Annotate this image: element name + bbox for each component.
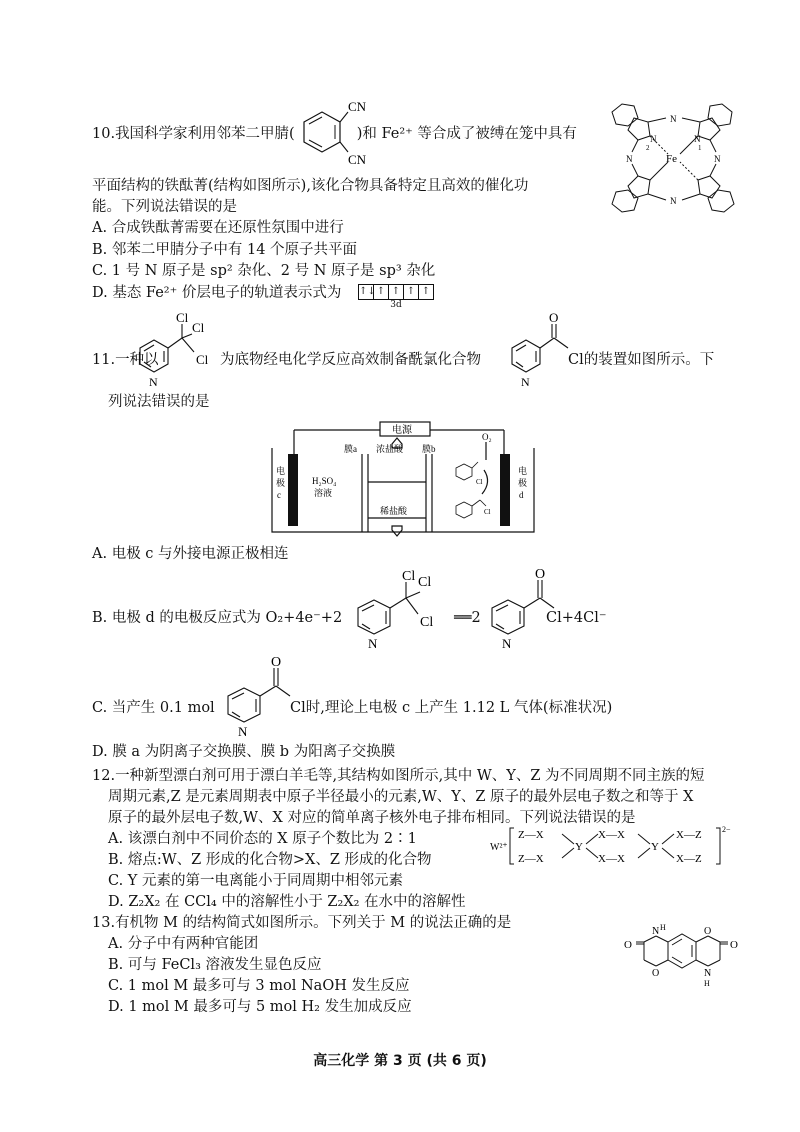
o2-label: O₂	[482, 432, 492, 442]
q12-stem-line3: 原子的最外层电子数,W、X 对应的简单离子核外电子排布相同。下列说法错误的是	[108, 810, 636, 826]
q12-number: 12.	[92, 768, 116, 784]
optB-reactant-structure	[352, 564, 452, 654]
carbonyl-o-left: O	[624, 939, 632, 951]
iron-phthalocyanine-structure	[604, 96, 744, 226]
cl-3: Cl	[420, 615, 434, 630]
q11-option-b-equals: ══2	[454, 610, 481, 626]
q12-stem-line1	[92, 766, 705, 786]
q10-stem-part-b: )和 Fe²⁺ 等合成了被缚在笼中具有	[356, 126, 577, 142]
carbonyl-o-right: O	[730, 939, 738, 951]
orbital-label-3d: 3d	[390, 300, 402, 310]
orbital-box: ↑	[374, 285, 389, 299]
cl-small: Cl	[484, 508, 491, 516]
q12-option-b: B. 熔点:W、Z 形成的化合物>X、Z 形成的化合物	[108, 852, 432, 868]
orbital-box: ↑	[421, 286, 431, 297]
membrane-a-label: 膜a	[344, 444, 357, 454]
cl-3: Cl	[196, 352, 209, 367]
q11-option-b-tail	[546, 608, 607, 628]
q10-stem-line3: 能。下列说法错误的是	[92, 199, 237, 215]
carbonyl-o: O	[271, 655, 282, 670]
zx-top: Z—X	[518, 829, 544, 841]
w2-cation: W²⁺	[490, 842, 508, 853]
electrolysis-apparatus	[268, 420, 540, 538]
electrode-c-label: c	[277, 490, 281, 500]
electrode-d-plate	[500, 454, 510, 526]
q12-stem-line2: 周期元素,Z 是元素周期表中原子半径最小的元素,W、Y、Z 原子的最外层电子数之和等于 X	[108, 789, 694, 805]
power-label: 电源	[392, 425, 412, 436]
electrode-c-plate	[288, 454, 298, 526]
pyrrole-n-1: N	[694, 134, 701, 144]
ether-o-left: O	[652, 968, 660, 979]
fe-center-label: Fe	[666, 153, 677, 165]
anion-charge: 2−	[722, 825, 731, 834]
carbonyl-o: O	[535, 567, 546, 582]
cl-small: Cl	[476, 478, 483, 486]
electrode-d-label: 极	[518, 478, 528, 488]
q12-option-a: A. 该漂白剂中不同价态的 X 原子个数比为 2∶1	[108, 831, 417, 847]
q13-option-d: D. 1 mol M 最多可与 5 mol H₂ 发生加成反应	[108, 999, 412, 1015]
q11-option-a: A. 电极 c 与外接电源正极相连	[92, 546, 289, 562]
q11-stem-line1	[92, 350, 159, 370]
amide-h-right: H	[704, 979, 710, 988]
q11-stem-part-b: 为底物经电化学反应高效制备酰氯化合物	[220, 352, 481, 368]
pyridine-n: N	[238, 724, 248, 739]
q11-stem-line2: 列说法错误的是	[108, 394, 210, 410]
cn-label-top: CN	[348, 99, 367, 114]
orbital-box: ↑	[404, 285, 419, 299]
q11-option-c-tail-text: 时,理论上电极 c 上产生 1.12 L 气体(标准状况)	[305, 700, 613, 716]
n-number-2: 2	[646, 144, 650, 152]
q11-stem-part-c	[568, 350, 714, 370]
q10-number: 10.	[92, 126, 116, 142]
electrode-d-label: d	[519, 490, 524, 500]
meso-n-top: N	[670, 114, 677, 124]
n-number-1: 1	[698, 144, 702, 152]
ether-o-right: O	[704, 926, 712, 937]
membrane-b-label: 膜b	[422, 444, 436, 454]
pyridine-n: N	[368, 636, 378, 651]
q13-stem-line1	[92, 913, 511, 933]
cl-1: Cl	[402, 569, 416, 584]
orbital-box: ↑↓	[359, 286, 376, 297]
nicotinoyl-chloride-structure	[504, 308, 584, 390]
meso-n-right: N	[714, 154, 721, 164]
cn-label-bottom: CN	[348, 152, 367, 167]
xx-bottom: X—X	[598, 853, 625, 865]
q10-option-b: B. 邻苯二甲腈分子中有 14 个原子共平面	[92, 242, 358, 258]
bleach-structure	[490, 820, 740, 870]
dilute-hcl-label: 稀盐酸	[380, 506, 408, 516]
q13-option-b: B. 可与 FeCl₃ 溶液发生显色反应	[108, 957, 322, 973]
q10-stem-part-a: 我国科学家利用邻苯二甲腈(	[115, 126, 295, 142]
optC-product-structure	[222, 652, 296, 742]
amide-h-left: H	[660, 923, 666, 932]
q11-stem-part-a: 一种以	[115, 352, 159, 368]
acyl-cl: Cl	[568, 352, 584, 368]
q10-option-d-text: D. 基态 Fe²⁺ 价层电子的轨道表示式为	[92, 285, 342, 301]
q11-option-c-tail	[290, 698, 612, 718]
pyridine-n: N	[502, 636, 512, 651]
electrode-d-label: 电	[518, 466, 528, 476]
q13-option-c: C. 1 mol M 最多可与 3 mol NaOH 发生反应	[108, 978, 410, 994]
xz-bottom: X—Z	[676, 853, 702, 865]
q13-stem-line1-text: 有机物 M 的结构简式如图所示。下列关于 M 的说法正确的是	[115, 915, 512, 931]
q11-stem-part-c-text: 的装置如图所示。下	[583, 352, 715, 368]
cl-2: Cl	[418, 575, 432, 590]
zx-bottom: Z—X	[518, 853, 544, 865]
electrode-c-label: 极	[276, 478, 286, 488]
q10-option-a: A. 合成铁酞菁需要在还原性氛围中进行	[92, 220, 344, 236]
q11-option-c-lead: C. 当产生 0.1 mol	[92, 700, 215, 716]
q11-option-b-lead: B. 电极 d 的电极反应式为 O₂+4e⁻+2	[92, 610, 343, 626]
orbital-box: ↑	[389, 285, 404, 299]
q13-option-a: A. 分子中有两种官能团	[108, 936, 259, 952]
y-left: Y	[575, 841, 583, 853]
electrode-c-label: 电	[276, 466, 286, 476]
conc-hcl-label: 浓盐酸	[376, 444, 404, 454]
xx-top: X—X	[598, 829, 625, 841]
q12-stem-line1-text: 一种新型漂白剂可用于漂白羊毛等,其结构如图所示,其中 W、Y、Z 为不同周期不同主族的短	[115, 768, 705, 784]
h2so4-label: H₂SO₄	[312, 476, 337, 486]
acyl-cl: Cl	[546, 610, 562, 626]
fe2-orbital-diagram	[358, 284, 434, 310]
meso-n-bottom: N	[670, 196, 677, 206]
q11-number: 11.	[92, 352, 116, 368]
q13-number: 13.	[92, 915, 116, 931]
cl-2: Cl	[192, 320, 205, 335]
q10-option-d	[92, 283, 341, 303]
amide-n-right: N	[704, 968, 712, 979]
q10-option-c: C. 1 号 N 原子是 sp² 杂化、2 号 N 原子是 sp³ 杂化	[92, 263, 436, 279]
q12-option-d: D. Z₂X₂ 在 CCl₄ 中的溶解性小于 Z₂X₂ 在水中的溶解性	[108, 894, 466, 910]
xz-top: X—Z	[676, 829, 702, 841]
pyridine-n: N	[521, 375, 530, 389]
trichloromethylpyridine-structure	[132, 308, 222, 390]
solution-label: 溶液	[314, 488, 333, 498]
page-footer: 高三化学 第 3 页 (共 6 页)	[313, 1053, 487, 1069]
q10-stem-line2: 平面结构的铁酞菁(结构如图所示),该化合物具备特定且高效的催化功	[92, 178, 529, 194]
q11-option-d: D. 膜 a 为阴离子交换膜、膜 b 为阳离子交换膜	[92, 744, 396, 760]
compound-m-structure	[618, 920, 748, 990]
amide-n-left: N	[652, 926, 660, 937]
acyl-cl: Cl	[290, 700, 306, 716]
cl-1: Cl	[176, 310, 189, 325]
meso-n-left: N	[626, 154, 633, 164]
q11-option-b-tail-text: +4Cl⁻	[561, 610, 607, 626]
pyridine-n: N	[149, 375, 158, 389]
carbonyl-o: O	[549, 310, 559, 325]
pyrrole-n-2: N	[650, 134, 657, 144]
y-right: Y	[651, 841, 659, 853]
phthalonitrile-structure	[282, 92, 372, 172]
q12-option-c: C. Y 元素的第一电离能小于同周期中相邻元素	[108, 873, 403, 889]
